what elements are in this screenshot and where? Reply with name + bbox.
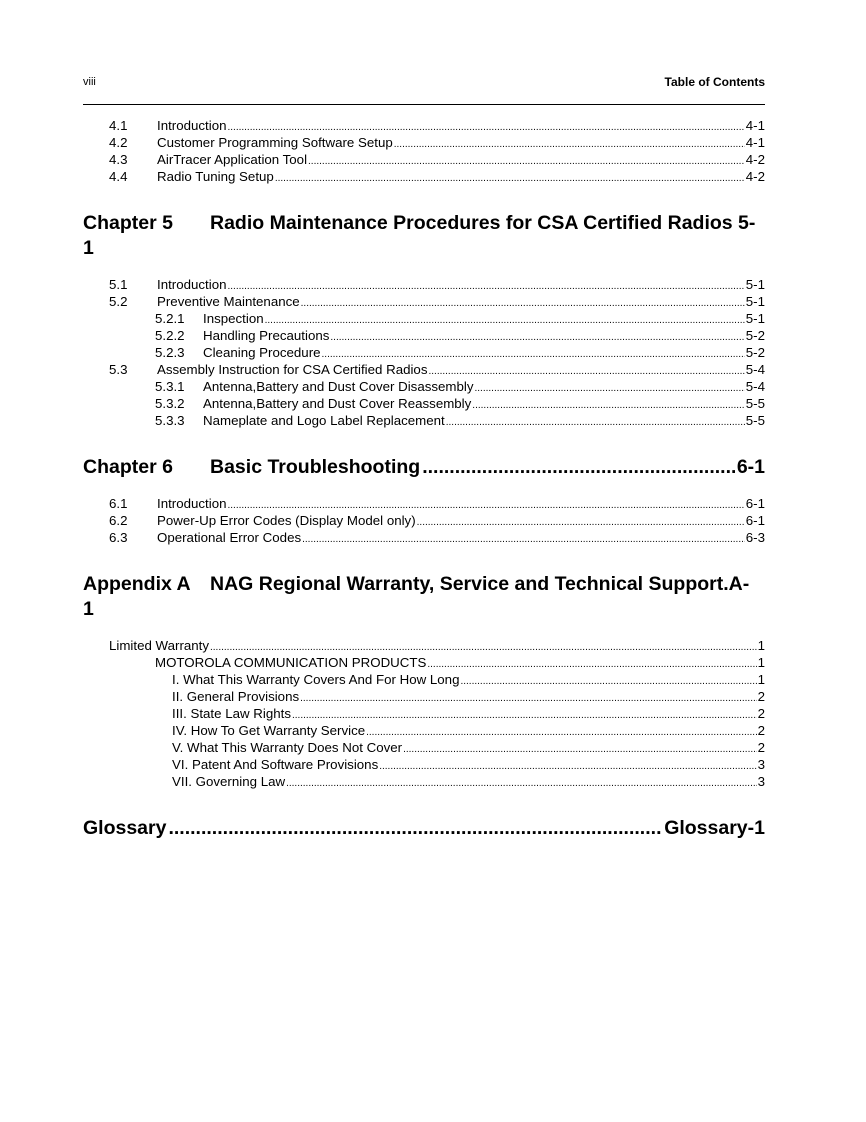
toc-subentry[interactable] xyxy=(155,310,765,327)
entry-number: 5.2.1 xyxy=(155,311,185,326)
chapter-title: Radio Maintenance Procedures for CSA Certified Radios 5- xyxy=(210,212,756,234)
entry-page: 4-1 xyxy=(745,118,765,133)
entry-page: 2 xyxy=(757,723,765,738)
entry-page: 3 xyxy=(757,757,765,772)
appendix-title-continued: 1 xyxy=(83,598,94,620)
glossary-heading[interactable] xyxy=(83,816,765,841)
entry-label: Handling Precautions xyxy=(203,328,330,343)
entry-label: II. General Provisions xyxy=(172,689,300,704)
dot-leader xyxy=(275,168,745,185)
toc-entry[interactable] xyxy=(109,168,765,185)
dot-leader xyxy=(417,512,745,529)
dot-leader xyxy=(446,412,745,429)
entry-page: 1 xyxy=(757,655,765,670)
entry-page: 5-1 xyxy=(745,294,765,309)
appendix-heading[interactable] xyxy=(83,572,765,622)
entry-page: 4-2 xyxy=(745,169,765,184)
entry-page: 5-4 xyxy=(745,362,765,377)
entry-page: 4-1 xyxy=(745,135,765,150)
toc-subentry[interactable] xyxy=(172,722,765,739)
entry-label: Antenna,Battery and Dust Cover Reassembly xyxy=(203,396,472,411)
dot-leader xyxy=(427,654,756,671)
entry-label: Preventive Maintenance xyxy=(157,294,300,309)
entry-label: Cleaning Procedure xyxy=(203,345,321,360)
dot-leader xyxy=(460,671,756,688)
dot-leader xyxy=(472,395,744,412)
dot-leader xyxy=(379,756,756,773)
toc-subentry[interactable] xyxy=(155,654,765,671)
toc-subentry[interactable] xyxy=(155,395,765,412)
entry-page: 5-5 xyxy=(745,413,765,428)
entry-number: 5.3.3 xyxy=(155,413,185,428)
dot-leader xyxy=(366,722,756,739)
dot-leader xyxy=(302,529,745,546)
entry-page: 6-3 xyxy=(745,530,765,545)
entry-label: IV. How To Get Warranty Service xyxy=(172,723,366,738)
dot-leader xyxy=(168,816,662,841)
toc-entry[interactable] xyxy=(109,293,765,310)
toc-subentry[interactable] xyxy=(155,327,765,344)
toc-subentry[interactable] xyxy=(172,739,765,756)
dot-leader xyxy=(301,293,745,310)
entry-number: 6.2 xyxy=(109,513,128,528)
dot-leader xyxy=(227,117,744,134)
entry-label: Inspection xyxy=(203,311,264,326)
entry-number: 4.1 xyxy=(109,118,128,133)
toc-entry[interactable] xyxy=(109,637,765,654)
entry-page: 1 xyxy=(757,672,765,687)
entry-number: 5.2.3 xyxy=(155,345,185,360)
entry-number: 5.1 xyxy=(109,277,128,292)
dot-leader xyxy=(322,344,745,361)
entry-page: 6-1 xyxy=(745,496,765,511)
dot-leader xyxy=(308,151,745,168)
toc-entry[interactable] xyxy=(109,495,765,512)
toc-entry[interactable] xyxy=(109,151,765,168)
chapter-title: Basic Troubleshooting xyxy=(210,456,421,478)
entry-label: Power-Up Error Codes (Display Model only) xyxy=(157,513,416,528)
entry-label: III. State Law Rights xyxy=(172,706,291,721)
entry-page: 6-1 xyxy=(745,513,765,528)
entry-label: Assembly Instruction for CSA Certified Radios xyxy=(157,362,428,377)
entry-number: 5.3.2 xyxy=(155,396,185,411)
toc-entry[interactable] xyxy=(109,512,765,529)
entry-number: 5.2 xyxy=(109,294,128,309)
entry-page: 2 xyxy=(757,706,765,721)
entry-page: 5-1 xyxy=(745,311,765,326)
dot-leader xyxy=(227,495,744,512)
toc-subentry[interactable] xyxy=(172,705,765,722)
entry-label: Introduction xyxy=(157,118,227,133)
dot-leader xyxy=(227,276,744,293)
toc-subentry[interactable] xyxy=(172,671,765,688)
entry-label: V. What This Warranty Does Not Cover xyxy=(172,740,403,755)
entry-label: AirTracer Application Tool xyxy=(157,152,308,167)
glossary-label: Glossary xyxy=(83,817,167,839)
glossary-page: Glossary-1 xyxy=(664,817,765,839)
running-title: Table of Contents xyxy=(664,75,765,89)
dot-leader xyxy=(292,705,757,722)
entry-page: 5-2 xyxy=(745,328,765,343)
entry-label: Limited Warranty xyxy=(109,638,209,653)
dot-leader xyxy=(394,134,745,151)
entry-label: VI. Patent And Software Provisions xyxy=(172,757,379,772)
entry-number: 4.2 xyxy=(109,135,128,150)
entry-label: Radio Tuning Setup xyxy=(157,169,274,184)
page-number: viii xyxy=(83,76,96,88)
entry-label: Operational Error Codes xyxy=(157,530,302,545)
toc-subentry[interactable] xyxy=(172,773,765,790)
entry-label: Antenna,Battery and Dust Cover Disassembly xyxy=(203,379,474,394)
dot-leader xyxy=(428,361,744,378)
toc-subentry[interactable] xyxy=(155,378,765,395)
toc-subentry[interactable] xyxy=(155,412,765,429)
dot-leader xyxy=(265,310,745,327)
dot-leader xyxy=(422,455,735,480)
entry-page: 2 xyxy=(757,740,765,755)
toc-entry[interactable] xyxy=(109,117,765,134)
toc-entry[interactable] xyxy=(109,276,765,293)
dot-leader xyxy=(403,739,757,756)
entry-page: 4-2 xyxy=(745,152,765,167)
entry-label: Introduction xyxy=(157,277,227,292)
entry-number: 4.4 xyxy=(109,169,128,184)
header-rule xyxy=(83,104,765,105)
entry-page: 2 xyxy=(757,689,765,704)
page-header xyxy=(83,74,765,94)
appendix-label: Appendix A xyxy=(83,573,191,595)
entry-number: 6.1 xyxy=(109,496,128,511)
entry-number: 5.3 xyxy=(109,362,128,377)
chapter-page: 6-1 xyxy=(736,456,765,478)
entry-label: I. What This Warranty Covers And For How Long xyxy=(172,672,460,687)
dot-leader xyxy=(286,773,757,790)
entry-page: 5-4 xyxy=(745,379,765,394)
toc-subentry[interactable] xyxy=(172,688,765,705)
dot-leader xyxy=(300,688,756,705)
toc-entry[interactable] xyxy=(109,134,765,151)
chapter-heading[interactable] xyxy=(83,211,765,261)
toc-entry[interactable] xyxy=(109,361,765,378)
entry-page: 5-2 xyxy=(745,345,765,360)
entry-label: Introduction xyxy=(157,496,227,511)
dot-leader xyxy=(330,327,744,344)
toc-entry[interactable] xyxy=(109,529,765,546)
entry-number: 6.3 xyxy=(109,530,128,545)
entry-label: VII. Governing Law xyxy=(172,774,286,789)
chapter-label: Chapter 5 xyxy=(83,212,173,234)
entry-number: 5.3.1 xyxy=(155,379,185,394)
entry-page: 5-5 xyxy=(745,396,765,411)
dot-leader xyxy=(210,637,757,654)
entry-number: 5.2.2 xyxy=(155,328,185,343)
appendix-title: NAG Regional Warranty, Service and Technical Support.A- xyxy=(210,573,750,595)
dot-leader xyxy=(475,378,745,395)
chapter-label: Chapter 6 xyxy=(83,456,173,478)
entry-page: 1 xyxy=(757,638,765,653)
toc-subentry[interactable] xyxy=(172,756,765,773)
chapter-title-continued: 1 xyxy=(83,237,94,259)
entry-number: 4.3 xyxy=(109,152,128,167)
entry-page: 5-1 xyxy=(745,277,765,292)
entry-label: Customer Programming Software Setup xyxy=(157,135,393,150)
toc-subentry[interactable] xyxy=(155,344,765,361)
entry-page: 3 xyxy=(757,774,765,789)
entry-label: MOTOROLA COMMUNICATION PRODUCTS xyxy=(155,655,427,670)
entry-label: Nameplate and Logo Label Replacement xyxy=(203,413,445,428)
chapter-heading[interactable] xyxy=(83,455,765,480)
